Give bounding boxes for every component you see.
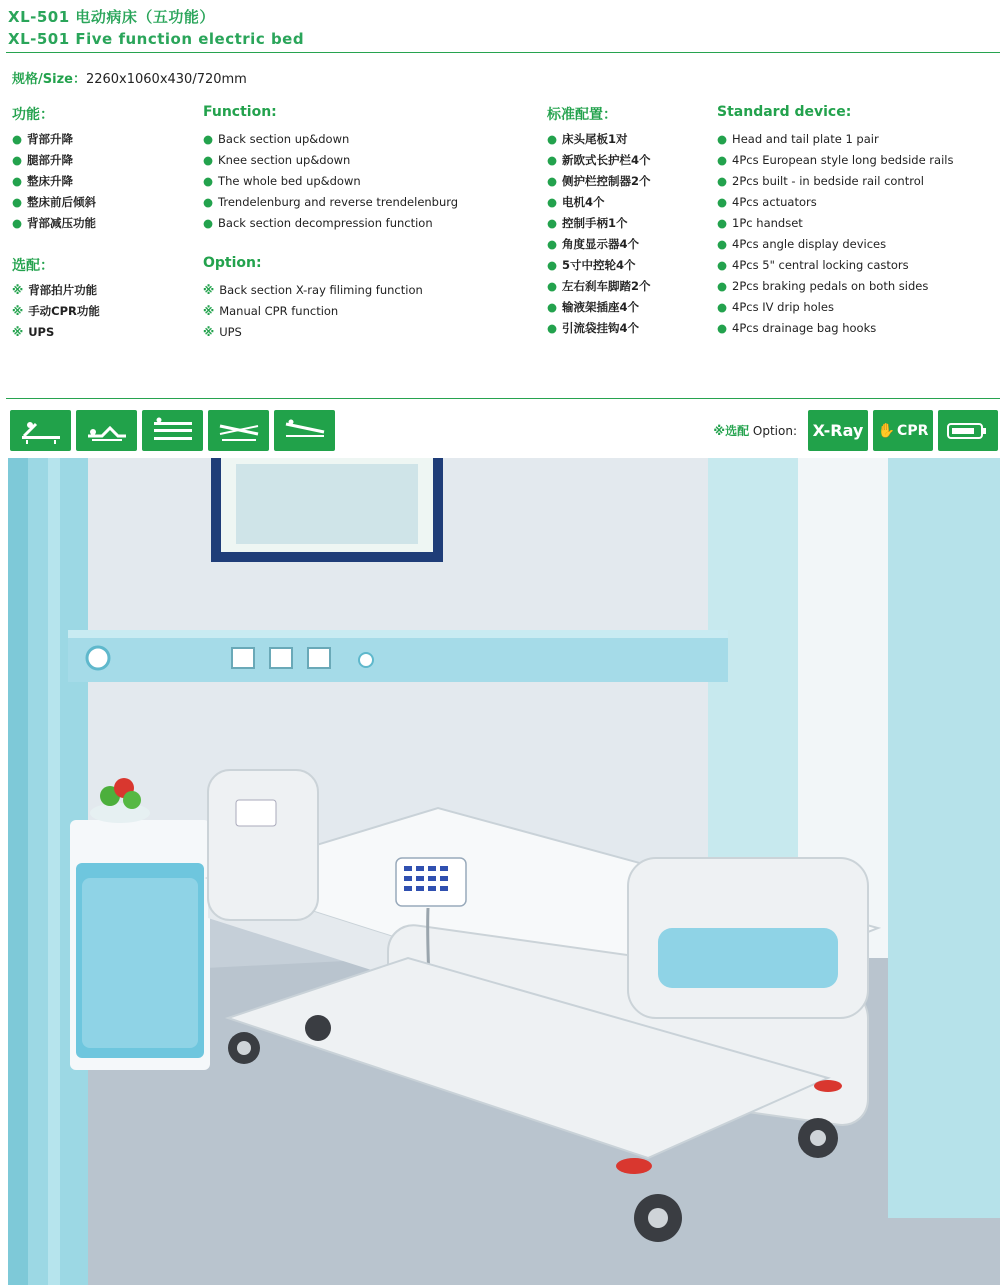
standard-zh-heading: 标准配置：: [547, 107, 617, 123]
list-item: ● 新欧式长护栏4个: [547, 153, 651, 167]
option-en-heading: Option:: [203, 255, 262, 271]
battery-icon: [946, 421, 990, 441]
divider: [6, 398, 1000, 399]
list-item: ● 输液架插座4个: [547, 300, 640, 314]
title-zh: XL-501 电动病床（五功能）: [8, 8, 215, 26]
standard-en-column: [717, 104, 953, 342]
list-item: ● 2Pcs built - in bedside rail control: [717, 174, 924, 188]
standard-zh-list: [547, 132, 651, 342]
standard-en-heading: Standard device:: [717, 104, 852, 120]
hand-icon: ✋: [877, 422, 896, 439]
option-bar: [713, 410, 998, 451]
list-item: ※ 手动CPR功能: [12, 304, 100, 318]
list-item: ※ Back section X-ray filiming function: [203, 283, 423, 297]
list-item: ● 控制手柄1个: [547, 216, 628, 230]
cpr-button: ✋ CPR: [873, 410, 933, 451]
list-item: ● Back section decompression function: [203, 216, 433, 230]
list-item: ● Back section up&down: [203, 132, 350, 146]
list-item: ● 整床前后倾斜: [12, 195, 97, 209]
list-item: ● 背部减压功能: [12, 216, 97, 230]
list-item: ● 腿部升降: [12, 153, 74, 167]
list-item: ● 2Pcs braking pedals on both sides: [717, 279, 929, 293]
function-zh-list: [12, 132, 100, 237]
function-icons: [10, 410, 335, 451]
list-item: ● 整床升降: [12, 174, 74, 188]
list-item: ● Head and tail plate 1 pair: [717, 132, 879, 146]
option-zh-list: [12, 283, 100, 346]
list-item: ● Knee section up&down: [203, 153, 351, 167]
option-en-list: [203, 283, 458, 346]
list-item: ● 1Pc handset: [717, 216, 803, 230]
xray-button: X-Ray: [808, 410, 868, 451]
back-up-icon: [10, 410, 71, 451]
product-photo: [8, 458, 1000, 1285]
knee-up-icon: [76, 410, 137, 451]
ups-button: [938, 410, 998, 451]
list-item: ● The whole bed up&down: [203, 174, 361, 188]
function-zh-column: [12, 104, 100, 346]
list-item: ● 背部升降: [12, 132, 74, 146]
list-item: ● 床头尾板1对: [547, 132, 628, 146]
function-en-column: [203, 104, 458, 346]
list-item: ● 4Pcs European style long bedside rails: [717, 153, 954, 167]
option-zh-heading: 选配：: [12, 258, 54, 274]
list-item: ● 4Pcs angle display devices: [717, 237, 887, 251]
size-value: 2260x1060x430/720mm: [85, 72, 247, 87]
list-item: ● 4Pcs drainage bag hooks: [717, 321, 877, 335]
size-row: [12, 68, 247, 87]
bed-lift-icon: [142, 410, 203, 451]
list-item: ● 4Pcs IV drip holes: [717, 300, 834, 314]
size-label: 规格/Size：: [12, 72, 86, 87]
tilt-icon: [208, 410, 269, 451]
standard-zh-column: [547, 104, 651, 342]
list-item: ● 4Pcs 5" central locking castors: [717, 258, 909, 272]
list-item: ※ UPS: [203, 325, 242, 339]
list-item: ● 5寸中控轮4个: [547, 258, 636, 272]
function-en-list: [203, 132, 458, 237]
list-item: ● Trendelenburg and reverse trendelenburg: [203, 195, 459, 209]
option-label: ※选配 Option:: [713, 424, 797, 438]
list-item: ● 左右刹车脚踏2个: [547, 279, 651, 293]
list-item: ● 引流袋挂钩4个: [547, 321, 640, 335]
standard-en-list: [717, 132, 953, 342]
list-item: ● 侧护栏控制器2个: [547, 174, 651, 188]
list-item: ※ 背部拍片功能: [12, 283, 98, 297]
list-item: ● 4Pcs actuators: [717, 195, 817, 209]
list-item: ※ UPS: [12, 325, 55, 339]
function-en-heading: Function:: [203, 104, 277, 120]
function-zh-heading: 功能：: [12, 107, 54, 123]
list-item: ※ Manual CPR function: [203, 304, 339, 318]
title-en: XL-501 Five function electric bed: [8, 30, 305, 48]
title-block: [8, 6, 304, 50]
trendelenburg-icon: [274, 410, 335, 451]
list-item: ● 电机4个: [547, 195, 605, 209]
divider: [6, 52, 1000, 53]
list-item: ● 角度显示器4个: [547, 237, 640, 251]
